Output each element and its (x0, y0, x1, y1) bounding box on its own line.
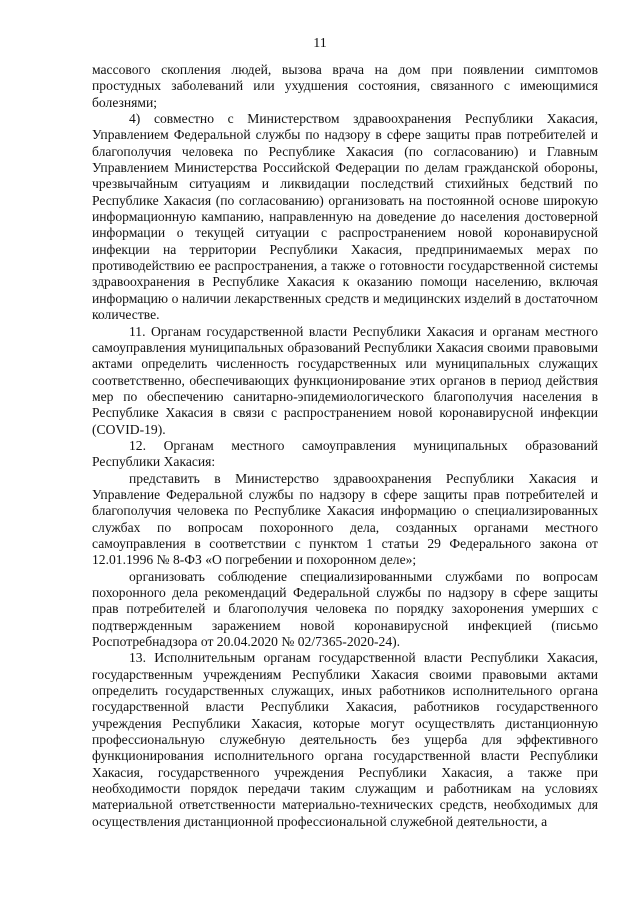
document-body (92, 62, 598, 830)
paragraph-clause-12-item-1: представить в Министерство здравоохранения Республики Хакасия и Управление Федеральной службы по надзору в сфере защиты прав потребителей и благополучия человека по Республике Хакасия информацию о специализированных службах по вопросам похоронного дела, созданных органами местного самоуправления в соответствии с пунктом 1 статьи 29 Федерального закона от 12.01.1996 № 8-ФЗ «О погребении и похоронном деле»; (92, 470, 598, 568)
page-number: 11 (313, 36, 327, 51)
paragraph-clause-13: 13. Исполнительным органам государственной власти Республики Хакасия, государственным учреждениям Республики Хакасия своими правовыми актами определить государственных служащих, иных работников исполнительного органа государственной власти Республики Хакасия, работников государственного учреждения Республики Хакасия, которые могут осуществлять дистанционную профессиональную служебную деятельность без ущерба для эффективного функционирования исполнительного органа государственной власти Республики Хакасия, государственного учреждения Республики Хакасия, а также при необходимости порядок передачи таким служащим и работникам на условиях материальной ответственности материально-технических средств, необходимых для осуществления дистанционной профессиональной служебной деятельности, а (92, 650, 598, 829)
paragraph-continuation: массового скопления людей, вызова врача на дом при появлении симптомов простудных заболеваний или ухудшения состояния, связанного с имеющимися болезнями; (92, 62, 598, 110)
paragraph-clause-11: 11. Органам государственной власти Республики Хакасия и органам местного самоуправления муниципальных образований Республики Хакасия своими правовыми актами определить численность государственных или муниципальных служащих соответственно, обеспечивающих функционирование этих органов в период действия мер по обеспечению санитарно-эпидемиологического благополучия населения в Республике Хакасия в связи с распространением новой коронавирусной инфекции (COVID-19). (92, 323, 598, 437)
paragraph-item-4: 4) совместно с Министерством здравоохранения Республики Хакасия, Управлением Федеральной службы по надзору в сфере защиты прав потребителей и благополучия человека по Республике Хакасия (по согласованию) и Главным Управлением Министерства Российской Федерации по делам гражданской обороны, чрезвычайным ситуациям и ликвидации последствий стихийных бедствий по Республике Хакасия (по согласованию) организовать на постоянной основе широкую информационную кампанию, направленную на доведение до населения достоверной информации о текущей ситуации с распространением новой коронавирусной инфекции на территории Республики Хакасия, предпринимаемых мерах по противодействию ее распространения, а также о готовности государственной системы здравоохранения в Республике Хакасия к оказанию помощи населению, включая информацию о наличии лекарственных средств и медицинских изделий в достаточном количестве. (92, 111, 598, 323)
paragraph-clause-12-item-2: организовать соблюдение специализированными службами по вопросам похоронного дела рекомендаций Федеральной службы по надзору в сфере защиты прав потребителей и благополучия человека по порядку захоронения умерших с подтвержденным заражением новой коронавирусной инфекцией (письмо Роспотребнадзора от 20.04.2020 № 02/7365-2020-24). (92, 568, 598, 650)
paragraph-clause-12: 12. Органам местного самоуправления муниципальных образований Республики Хакасия: (92, 437, 598, 470)
